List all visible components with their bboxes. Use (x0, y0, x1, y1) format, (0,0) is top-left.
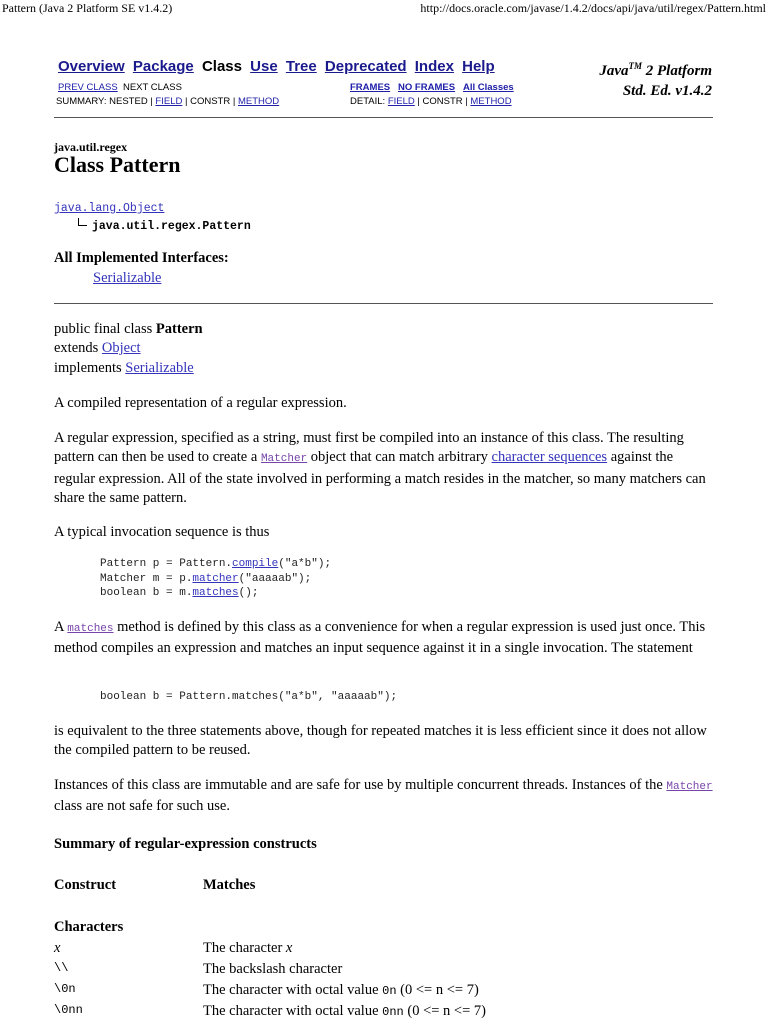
construct-cell: \\ (54, 961, 69, 975)
hierarchy-super (54, 202, 164, 215)
section-characters-label: Characters (54, 919, 124, 935)
p2-charseq-link[interactable]: character sequences (491, 449, 608, 466)
nav-prev-next (58, 82, 182, 93)
class-declaration (54, 320, 714, 378)
nav-deprecated-link[interactable]: Deprecated (324, 58, 407, 75)
print-header-url: http://docs.oracle.com/javase/1.4.2/docs/api/java/util/regex/Pattern.html (420, 1, 766, 15)
implemented-interfaces-value (93, 270, 161, 287)
nav-divider (54, 117, 713, 118)
summary-table-header (54, 877, 714, 897)
table-row (54, 982, 714, 1002)
paragraph-4 (54, 618, 714, 659)
construct-cell: \0nn (54, 1003, 83, 1017)
prev-class-link[interactable]: PREV CLASS (58, 82, 118, 93)
detail-method-link[interactable]: METHOD (470, 96, 512, 107)
summary-field-link[interactable]: FIELD (155, 96, 183, 107)
decl-class-name: Pattern (155, 321, 203, 337)
p4-text-b: method is defined by this class as a convenience for when a regular expression is used just once. This method compiles an expression and matches an input sequence against it in a single invocation. The statement (54, 619, 706, 657)
paragraph-5: is equivalent to the three statements above, though for repeated matches it is less efficient since it does not allow the compiled pattern to be reused. (54, 723, 707, 759)
p6-text-a: Instances of this class are immutable and are safe for use by multiple concurrent threads. Instances of the (54, 777, 667, 793)
matches-text: The character (203, 940, 286, 956)
col-matches: Matches (203, 877, 256, 893)
code-matcher-link[interactable]: matcher (192, 572, 239, 585)
summary-method-link[interactable]: METHOD (237, 96, 280, 107)
decl-extends: extends (54, 340, 102, 357)
nav-index-link[interactable]: Index (414, 58, 454, 75)
col-construct: Construct (54, 877, 117, 893)
super-class-link[interactable]: java.lang.Object (54, 202, 165, 215)
paragraph-3: A typical invocation sequence is thus (54, 524, 270, 540)
decl-object-link[interactable]: Object (101, 340, 141, 357)
matches-text: The character with octal value (203, 982, 383, 998)
header-divider (54, 303, 713, 304)
section-characters (54, 919, 714, 939)
matches-text: The character with octal value (203, 1003, 383, 1019)
tree-connector (78, 218, 87, 226)
decl-implements: implements (54, 359, 126, 376)
platform-tm: TM (628, 61, 642, 71)
nav-help-link[interactable]: Help (462, 58, 495, 75)
matches-cell (203, 940, 292, 957)
matches-cell (203, 961, 342, 978)
next-class-label: NEXT CLASS (122, 82, 182, 93)
matches-range: (0 <= n <= 7) (396, 982, 479, 998)
decl-serializable-link[interactable]: Serializable (125, 359, 194, 376)
p2-text-b: object that can match arbitrary (307, 449, 492, 466)
code1-line3-a: boolean b = m. (100, 587, 193, 599)
matches-text: The backslash character (203, 961, 343, 977)
frames-link[interactable]: FRAMES (350, 82, 391, 93)
detail-prefix: DETAIL: (350, 96, 388, 107)
matches-cell (203, 1003, 486, 1020)
code-block-2: boolean b = Pattern.matches("a*b", "aaaaab"); (100, 691, 398, 703)
serializable-link[interactable]: Serializable (93, 270, 162, 286)
code1-line2-a: Matcher m = p. (100, 572, 193, 585)
nav-package-link[interactable]: Package (132, 58, 194, 75)
no-frames-link[interactable]: NO FRAMES (398, 82, 456, 93)
nav-main-links (58, 58, 499, 75)
decl-modifiers: public final class (54, 321, 156, 337)
nav-tree-link[interactable]: Tree (285, 58, 317, 75)
detail-mid: | CONSTR | (414, 96, 471, 107)
code1-line1-b: ("a*b"); (278, 558, 332, 570)
summary-heading: Summary of regular-expression constructs (54, 836, 317, 852)
code1-line2-b: ("aaaaab"); (238, 572, 312, 585)
print-header (0, 0, 768, 16)
page-content (54, 48, 714, 1019)
page-title: Class Pattern (54, 152, 181, 177)
detail-field-link[interactable]: FIELD (387, 96, 415, 107)
table-row (54, 961, 714, 981)
platform-label (599, 56, 712, 101)
code-block-1 (100, 557, 331, 601)
paragraph-1: A compiled representation of a regular expression. (54, 395, 347, 411)
p2-text-c: against the regular expression. All of the state involved in performing a match resides in the matcher, so many matchers can share the same pattern. (54, 449, 706, 506)
package-name: java.util.regex (54, 140, 128, 154)
p6-text-b: class are not safe for such use. (54, 798, 230, 815)
construct-cell: \0n (54, 982, 76, 996)
p4-matches-link[interactable]: matches (67, 623, 114, 635)
table-row (54, 1003, 714, 1023)
p2-text-a: A regular expression, specified as a string, must first be compiled into an instance of this class. The resulting pattern can then be used to create a (54, 430, 684, 466)
p6-matcher-link[interactable]: Matcher (666, 781, 713, 793)
matches-cell (203, 982, 479, 999)
construct-cell: x (54, 940, 61, 956)
matches-var: x (285, 940, 293, 956)
summary-mid: | CONSTR | (182, 96, 238, 107)
code-matches-link[interactable]: matches (192, 587, 239, 599)
code1-line1-a: Pattern p = Pattern. (100, 558, 233, 570)
platform-edition: Std. Ed. v1.4.2 (622, 83, 712, 99)
nav-class-current: Class (201, 58, 242, 75)
matches-var: 0n (382, 984, 397, 998)
nav-frames (350, 82, 514, 93)
hierarchy-self (78, 218, 251, 233)
nav-overview-link[interactable]: Overview (58, 58, 125, 75)
paragraph-2 (54, 429, 714, 508)
top-navbar (54, 48, 714, 118)
paragraph-6 (54, 776, 714, 817)
code1-line3-b: (); (238, 587, 259, 599)
platform-2: 2 Platform (642, 63, 712, 79)
nav-summary (56, 96, 279, 107)
nav-use-link[interactable]: Use (250, 58, 278, 75)
code-compile-link[interactable]: compile (232, 558, 279, 570)
matches-var: 0nn (382, 1005, 404, 1019)
implemented-interfaces-heading: All Implemented Interfaces: (54, 250, 229, 266)
p2-matcher-link[interactable]: Matcher (260, 453, 308, 466)
all-classes-link[interactable]: All Classes (462, 82, 514, 93)
summary-prefix: SUMMARY: NESTED | (56, 96, 156, 107)
p4-text-a: A (54, 619, 68, 635)
nav-detail (350, 96, 512, 107)
print-header-title: Pattern (Java 2 Platform SE v1.4.2) (2, 1, 173, 15)
platform-java: Java (599, 63, 629, 79)
matches-range: (0 <= n <= 7) (403, 1003, 486, 1019)
self-class: java.util.regex.Pattern (92, 220, 251, 233)
table-row (54, 940, 714, 960)
